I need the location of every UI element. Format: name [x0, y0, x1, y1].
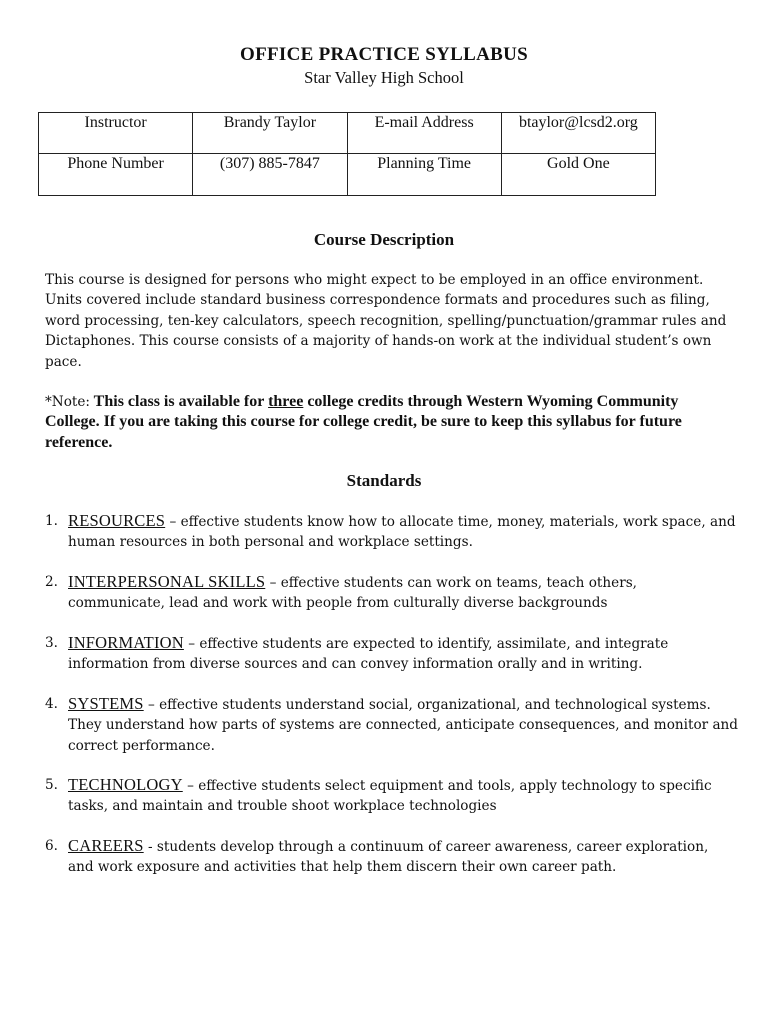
table-cell: Planning Time — [347, 154, 501, 196]
table-row — [39, 154, 656, 196]
standard-text: – effective students are expected to identify, assimilate, and integrate information from diverse sources and can convey information orally and in writing. — [68, 636, 669, 673]
standard-term: INFORMATION — [68, 633, 184, 652]
college-credit-note — [45, 392, 735, 453]
standard-term: TECHNOLOGY — [68, 775, 183, 794]
course-description-paragraph: This course is designed for persons who might expect to be employed in an office environment. Units covered include standard business correspondence formats and procedures such as filing, word processing, ten-key calculators, speech recognition, spelling/punctuation/grammar rules and Dictaphones. This course consists of a majority of hands-on work at the individual student’s own pace. — [45, 272, 727, 370]
table-row — [39, 113, 656, 154]
standard-text: – effective students know how to allocate time, money, materials, work space, and human resources in both personal and workplace settings. — [68, 514, 736, 551]
standard-text: - students develop through a continuum of career awareness, career exploration, and work exposure and activities that help them discern their own career path. — [68, 839, 709, 876]
table-cell: btaylor@lcsd2.org — [501, 113, 655, 154]
standard-term: CAREERS — [68, 836, 144, 855]
standard-text: – effective students select equipment and tools, apply technology to specific tasks, and maintain and trouble shoot workplace technologies — [68, 778, 712, 815]
table-cell: Instructor — [39, 113, 193, 154]
list-number: 2. — [45, 574, 58, 590]
list-number: 6. — [45, 838, 58, 854]
course-description-heading: Course Description — [313, 230, 455, 249]
note-emphasis: three — [268, 393, 304, 410]
table-cell: (307) 885-7847 — [193, 154, 347, 196]
note-text-after: college credits through Western Wyoming Community College. If you are taking this course for college credit, be sure to keep this syllabus for future reference. — [45, 393, 682, 451]
standard-term: SYSTEMS — [68, 694, 144, 713]
standard-term: RESOURCES — [68, 511, 166, 530]
school-name: Star Valley High School — [304, 68, 464, 87]
standard-text: – effective students can work on teams, teach others, communicate, lead and work with people from culturally diverse backgrounds — [68, 575, 637, 612]
standard-text: – effective students understand social, organizational, and technological systems. They understand how parts of systems are connected, anticipate consequences, and monitor and correct performance. — [68, 697, 739, 754]
table-cell: Phone Number — [39, 154, 193, 196]
list-number: 1. — [45, 513, 58, 529]
list-number: 5. — [45, 777, 58, 793]
table-cell: Gold One — [501, 154, 655, 196]
list-number: 3. — [45, 635, 58, 651]
instructor-info-table — [38, 112, 656, 196]
note-lead: *Note: — [45, 394, 90, 410]
standards-heading: Standards — [346, 471, 422, 490]
document-title: OFFICE PRACTICE SYLLABUS — [239, 44, 529, 65]
note-text-before: This class is available for — [89, 393, 269, 410]
list-number: 4. — [45, 696, 58, 712]
table-cell: E-mail Address — [347, 113, 501, 154]
standard-term: INTERPERSONAL SKILLS — [68, 572, 266, 591]
table-cell: Brandy Taylor — [193, 113, 347, 154]
